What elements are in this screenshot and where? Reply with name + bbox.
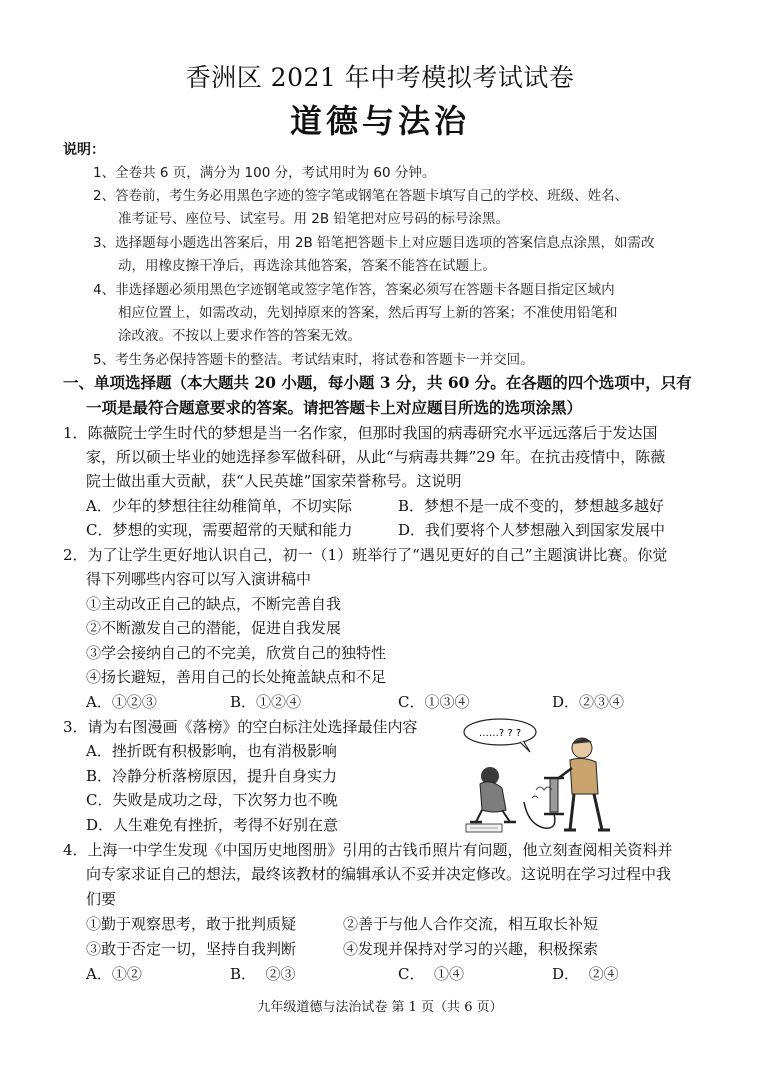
question-4-option-d: D． ②④ (552, 965, 619, 983)
speech-bubble-text: ……? ? ? (478, 728, 522, 739)
question-2-option-c: C．①③④ (398, 693, 470, 711)
section-heading: 一、单项选择题（本大题共 20 小题，每小题 3 分，共 60 分。在各题的四个选项中，只有 (63, 373, 692, 392)
question-1-option-d: D．我们要将个人梦想融入到国家发展中 (398, 521, 666, 539)
subject-title: 道德与法治 (289, 102, 470, 140)
question-1-stem: 院士做出重大贡献，获“人民英雄”国家荣誉称号。这说明 (86, 472, 462, 490)
question-1-option-b: B．梦想不是一成不变的，梦想越多越好 (398, 497, 665, 515)
instruction-item: 3、选择题每小题选出答案后，用 2B 铅笔把答题卡上对应题目选项的答案信息点涂黑，如需改 (93, 235, 655, 251)
instruction-item: 2、答卷前，考生务必用黑色字迹的签字笔或钢笔在答题卡填写自己的学校、班级、姓名、 (93, 188, 629, 204)
instruction-item: 相应位置上，如需改动，先划掉原来的答案，然后再写上新的答案；不准使用铅笔和 (118, 305, 618, 321)
question-4-stem: 4．上海一中学生发现《中国历史地图册》引用的古钱币照片有问题，他立刻查阅相关资料并 (63, 841, 673, 859)
question-3-option-c: C．失败是成功之母，下次努力也不晚 (86, 791, 338, 809)
question-2-option-b: B．①②④ (230, 693, 302, 711)
question-4-statement: ③敢于否定一切，坚持自我判断 (86, 940, 297, 958)
question-2-statement: ③学会接纳自己的不完美，欣赏自己的独特性 (86, 644, 387, 662)
question-1-option-a: A．少年的梦想往往幼稚简单，不切实际 (86, 497, 352, 515)
question-1-option-c: C．梦想的实现，需要超常的天赋和能力 (86, 521, 353, 539)
question-4-option-a: A．①② (86, 965, 142, 983)
question-2-option-a: A．①②③ (86, 693, 157, 711)
question-3-option-a: A．挫折既有积极影响，也有消极影响 (86, 742, 337, 760)
question-2-stem: 2．为了让学生更好地认识自己，初一（1）班举行了“遇见更好的自己”主题演讲比赛。你觉 (63, 546, 668, 564)
section-heading: 一项是最符合题意要求的答案。请把答题卡上对应题目所选的选项涂黑） (86, 398, 583, 417)
question-4-stem: 向专家求证自己的想法，最终该教材的编辑承认不妥并决定修改。这说明在学习过程中我 (86, 865, 672, 883)
question-4-statement: ④发现并保持对学习的兴趣，积极探索 (343, 940, 599, 958)
question-3-option-b: B．冷静分析落榜原因，提升自身实力 (86, 767, 338, 785)
instruction-item: 4、非选择题必须用黑色字迹钢笔或签字笔作答，答案必须写在答题卡各题目指定区域内 (93, 282, 615, 298)
question-1-stem: 家，所以硕士毕业的她选择参军做科研，从此“与病毒共舞”29 年。在抗击疫情中，陈薇 (86, 448, 666, 466)
question-2-stem: 得下列哪些内容可以写入演讲稿中 (86, 570, 312, 588)
instruction-item: 5、考生务必保持答题卡的整洁。考试结束时，将试卷和答题卡一并交回。 (93, 352, 534, 368)
luobang-cartoon-illustration (458, 718, 628, 836)
question-2-statement: ②不断激发自己的潜能，促进自我发展 (86, 619, 342, 637)
instruction-item: 涂改液。不按以上要求作答的答案无效。 (118, 328, 361, 344)
question-4-option-b: B． ②③ (230, 965, 296, 983)
instructions-label: 说明： (63, 142, 105, 158)
instruction-item: 1、全卷共 6 页，满分为 100 分，考试用时为 60 分钟。 (93, 165, 436, 181)
question-2-option-d: D．②③④ (552, 693, 625, 711)
question-4-statement: ①勤于观察思考，敢于批判质疑 (86, 915, 297, 933)
question-3-option-d: D．人生难免有挫折，考得不好别在意 (86, 816, 339, 834)
question-4-option-c: C． ①④ (398, 965, 465, 983)
question-1-stem: 1．陈薇院士学生时代的梦想是当一名作家，但那时我国的病毒研究水平远远落后于发达国 (63, 424, 658, 442)
exam-title: 香洲区 2021 年中考模拟考试试卷 (185, 63, 575, 92)
instruction-item: 准考证号、座位号、试室号。用 2B 铅笔把对应号码的标号涂黑。 (118, 211, 509, 227)
page-footer: 九年级道德与法治试卷 第 1 页（共 6 页） (257, 1000, 503, 1015)
question-2-statement: ④扬长避短，善用自己的长处掩盖缺点和不足 (86, 668, 387, 686)
instruction-item: 动，用橡皮擦干净后，再选涂其他答案，答案不能答在试题上。 (118, 258, 496, 274)
question-3-stem: 3．请为右图漫画《落榜》的空白标注处选择最佳内容 (63, 718, 418, 736)
question-4-statement: ②善于与他人合作交流，相互取长补短 (343, 915, 599, 933)
question-2-statement: ①主动改正自己的缺点，不断完善自我 (86, 595, 342, 613)
question-4-stem: 们要 (86, 890, 117, 908)
